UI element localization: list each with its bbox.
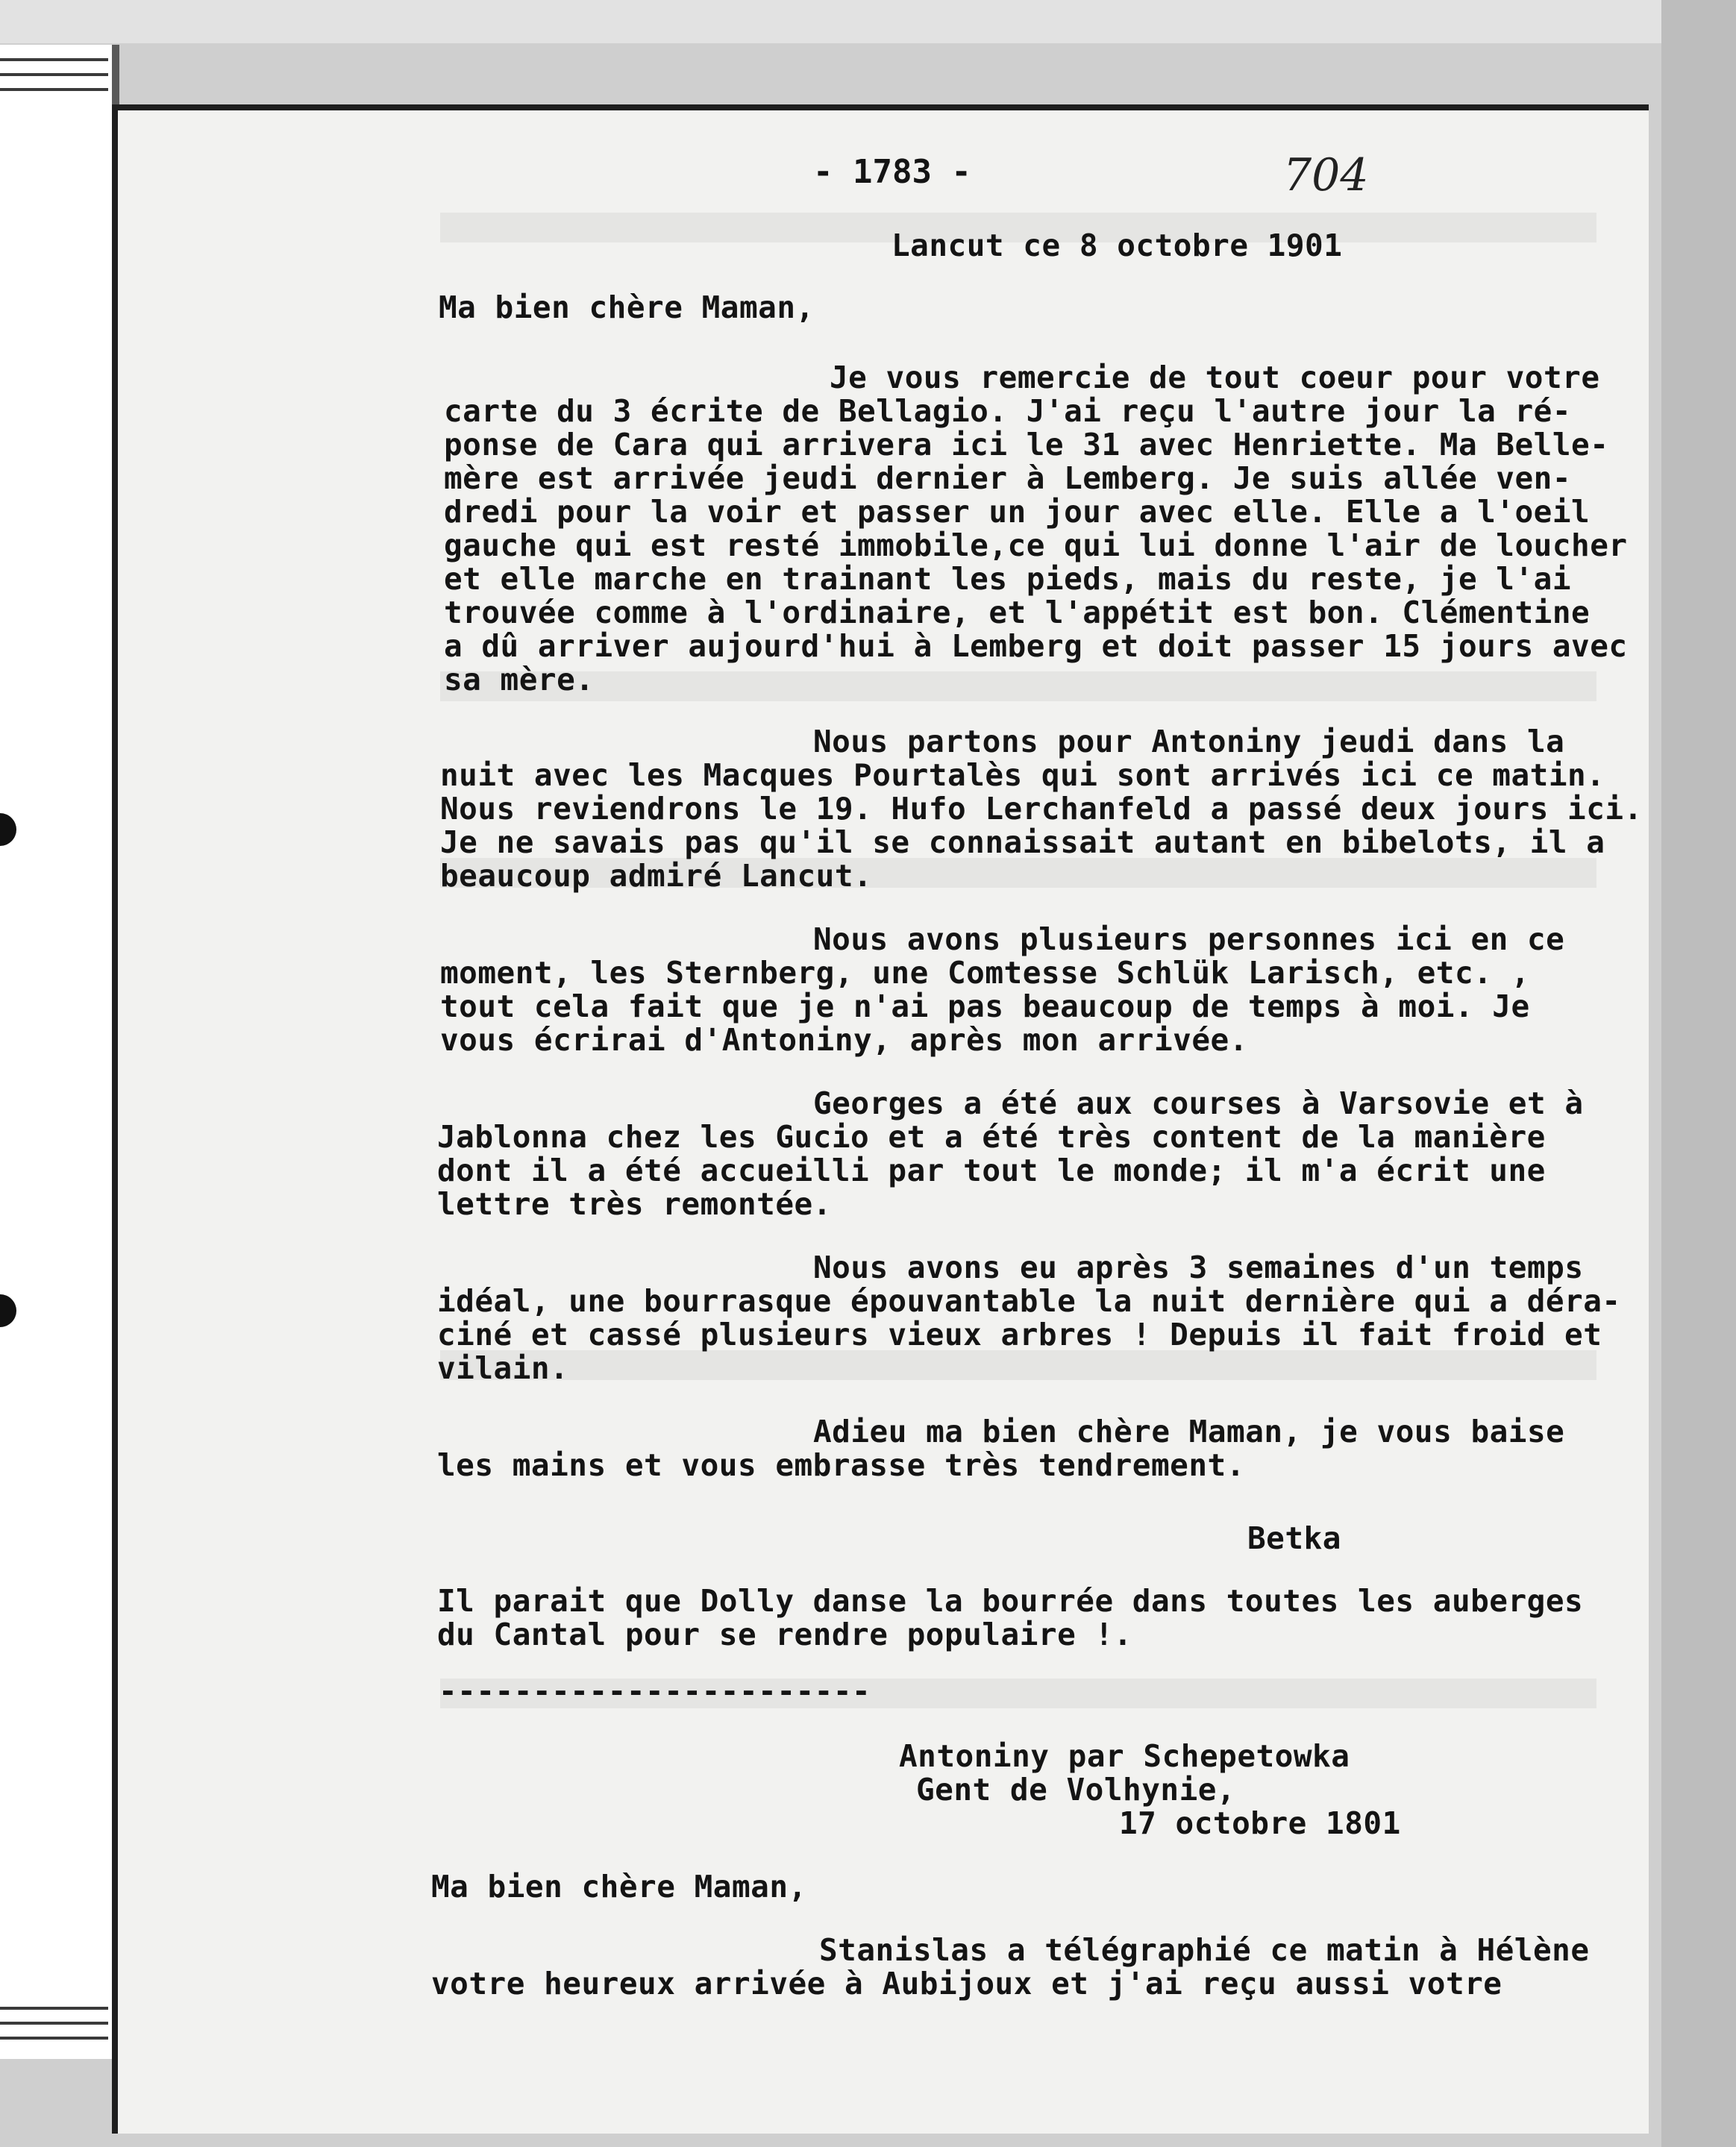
letter-line: dont il a été accueilli par tout le monde; il m'a écrit une: [437, 1153, 1546, 1188]
handwritten-number: 704: [1283, 149, 1369, 201]
letter-line: Jablonna chez les Gucio et a été très content de la manière: [437, 1119, 1546, 1155]
letter-line: ponse de Cara qui arrivera ici le 31 avec Henriette. Ma Belle-: [444, 427, 1609, 463]
letter-line: Nous reviendrons le 19. Hufo Lerchanfeld a passé deux jours ici.: [440, 791, 1643, 827]
page-stack-line: [0, 2037, 108, 2040]
letter-address-line: 17 octobre 1801: [1119, 1805, 1401, 1841]
page-stack-line: [0, 73, 108, 76]
letter-line: idéal, une bourrasque épouvantable la nuit dernière qui a déra-: [437, 1283, 1621, 1319]
letter-line: dredi pour la voir et passer un jour avec elle. Elle a l'oeil: [444, 494, 1591, 530]
letter-line: Je ne savais pas qu'il se connaissait autant en bibelots, il a: [440, 824, 1605, 860]
letter-line: moment, les Sternberg, une Comtesse Schlük Larisch, etc. ,: [440, 955, 1530, 991]
letter-line: lettre très remontée.: [437, 1186, 832, 1222]
letter-address-line: Gent de Volhynie,: [916, 1772, 1236, 1808]
letter-line: gauche qui est resté immobile,ce qui lui donne l'air de loucher: [444, 527, 1628, 563]
page-stack-line: [0, 2007, 108, 2010]
letter-line: Nous avons eu après 3 semaines d'un temps: [813, 1250, 1584, 1285]
letter-line: mère est arrivée jeudi dernier à Lemberg. Je suis allée ven-: [444, 460, 1572, 496]
page-stack-line: [0, 58, 108, 61]
letter-separator: -----------------------: [439, 1673, 871, 1709]
page-number: - 1783 -: [813, 153, 971, 191]
letter-salutation: Ma bien chère Maman,: [431, 1869, 807, 1905]
letter-line: carte du 3 écrite de Bellagio. J'ai reçu l'autre jour la ré-: [444, 393, 1572, 429]
letter-line: vous écrirai d'Antoniny, après mon arrivée.: [440, 1022, 1248, 1058]
letter-line: tout cela fait que je n'ai pas beaucoup de temps à moi. Je: [440, 988, 1530, 1024]
letter-line: sa mère.: [444, 662, 595, 698]
letter-line: nuit avec les Macques Pourtalès qui sont arrivés ici ce matin.: [440, 757, 1605, 793]
page-stack-line: [0, 88, 108, 91]
letter-line: a dû arriver aujourd'hui à Lemberg et doit passer 15 jours avec: [444, 628, 1628, 664]
bleed-through: [440, 671, 1596, 701]
letter-line: ciné et cassé plusieurs vieux arbres ! Depuis il fait froid et: [437, 1317, 1602, 1353]
letter-line: beaucoup admiré Lancut.: [440, 858, 873, 894]
letter-line: Georges a été aux courses à Varsovie et à: [813, 1085, 1584, 1121]
letter-postscript-line: Il parait que Dolly danse la bourrée dans toutes les auberges: [437, 1583, 1584, 1619]
letter-postscript-line: du Cantal pour se rendre populaire !.: [437, 1617, 1132, 1652]
scan-top-margin: [0, 0, 1736, 43]
letter-place-date: Lancut ce 8 octobre 1901: [891, 228, 1343, 263]
page-stack-line: [0, 2022, 108, 2025]
letter-line: Je vous remercie de tout coeur pour votre: [830, 360, 1600, 395]
letter-line: Nous avons plusieurs personnes ici en ce: [813, 921, 1565, 957]
letter-signature: Betka: [1247, 1520, 1341, 1556]
letter-line: trouvée comme à l'ordinaire, et l'appétit est bon. Clémentine: [444, 595, 1591, 630]
letter-line: Nous partons pour Antoniny jeudi dans la: [813, 724, 1565, 759]
folder-edge: [0, 45, 119, 2059]
letter-line: Adieu ma bien chère Maman, je vous baise: [813, 1414, 1565, 1449]
letter-line: les mains et vous embrasse très tendrement.: [437, 1447, 1245, 1483]
letter-address-line: Antoniny par Schepetowka: [899, 1738, 1350, 1774]
bleed-through: [440, 1350, 1596, 1380]
letter-line: et elle marche en trainant les pieds, mais du reste, je l'ai: [444, 561, 1572, 597]
letter-line: Stanislas a télégraphié ce matin à Hélène: [819, 1932, 1590, 1968]
letter-line: vilain.: [437, 1350, 569, 1386]
letter-salutation: Ma bien chère Maman,: [439, 289, 815, 325]
letter-line: votre heureux arrivée à Aubijoux et j'ai reçu aussi votre: [431, 1966, 1502, 2002]
scan-right-margin: [1661, 0, 1736, 2147]
